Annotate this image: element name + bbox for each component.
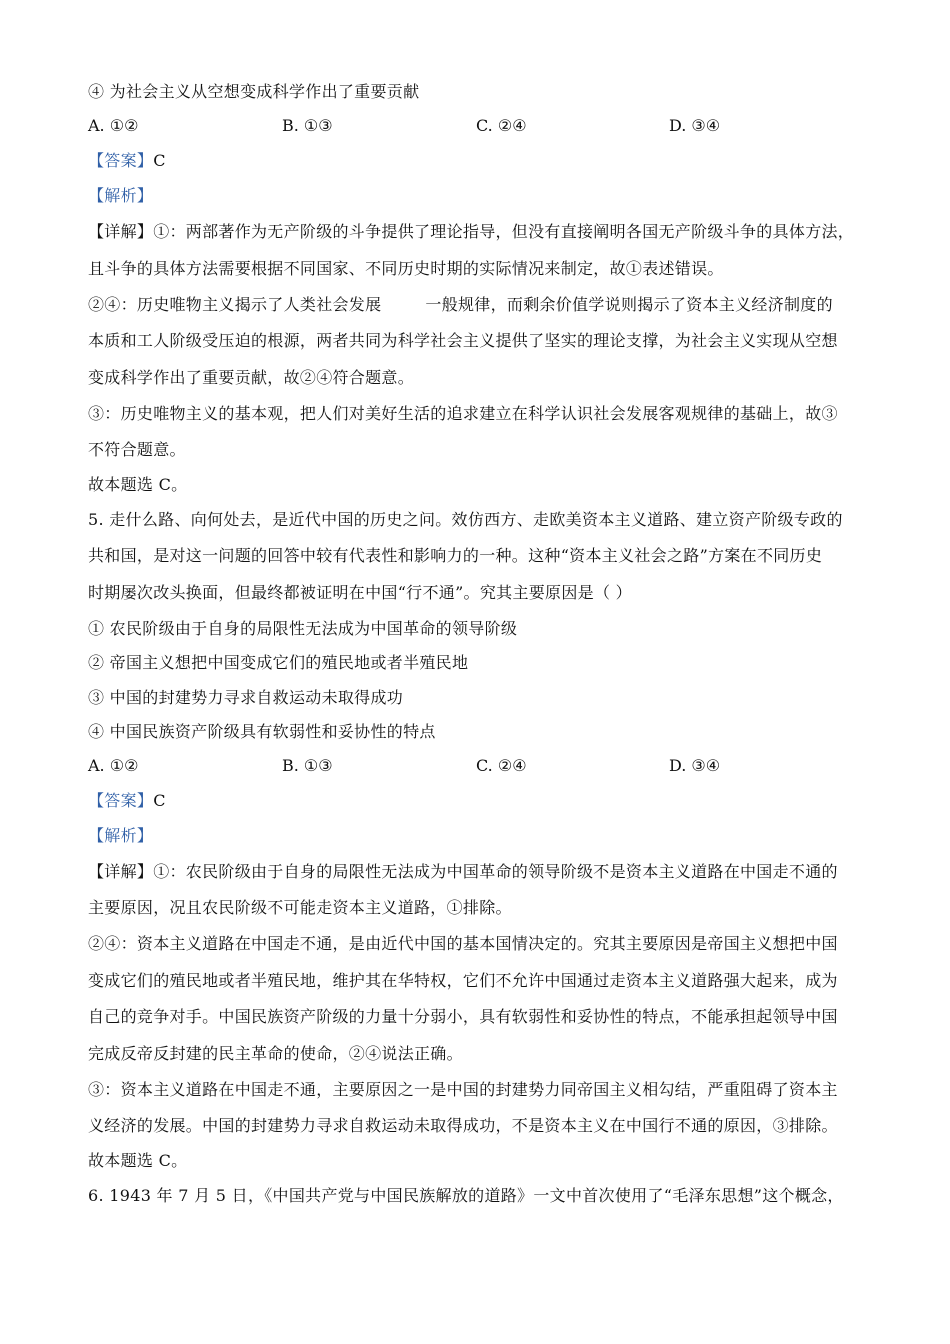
q5-stem-l1: 5. 走什么路、向何处去，是近代中国的历史之问。效仿西方、走欧美资本主义道路、建立资产阶级专政的 bbox=[88, 510, 843, 529]
q5-option-b: B. ①③ bbox=[282, 756, 333, 775]
detail-text: ①：两部著作为无产阶级的斗争提供了理论指导，但没有直接阐明各国无产阶级斗争的具体方法， bbox=[153, 222, 855, 241]
q5-item-4: ④ 中国民族资产阶级具有软弱性和妥协性的特点 bbox=[88, 722, 436, 741]
q6-stem-l1: 6. 1943 年 7 月 5 日，《中国共产党与中国民族解放的道路》一文中首次使用了“毛泽东思想”这个概念， bbox=[88, 1186, 844, 1205]
q5-detail-p3-l1: ③：资本主义道路在中国走不通，主要原因之一是中国的封建势力同帝国主义相勾结，严重阻碍了资本主 bbox=[88, 1080, 838, 1099]
q4-option-b: B. ①③ bbox=[282, 116, 333, 135]
q5-stem-l3: 时期屡次改头换面，但最终都被证明在中国“行不通”。究其主要原因是（ ） bbox=[88, 583, 632, 602]
q4-option-d: D. ③④ bbox=[669, 116, 721, 135]
q4-option-a: A. ①② bbox=[88, 116, 139, 135]
q5-detail-p2-l4: 完成反帝反封建的民主革命的使命，②④说法正确。 bbox=[88, 1044, 463, 1063]
q5-item-3: ③ 中国的封建势力寻求自救运动未取得成功 bbox=[88, 688, 404, 707]
detail-text: ①：农民阶级由于自身的局限性无法成为中国革命的领导阶级不是资本主义道路在中国走不通的 bbox=[153, 862, 838, 881]
q4-detail-p1-l2: 且斗争的具体方法需要根据不同国家、不同历史时期的实际情况来制定，故①表述错误。 bbox=[88, 259, 724, 278]
q5-option-c: C. ②④ bbox=[476, 756, 527, 775]
q4-detail-p3-l1: ③：历史唯物主义的基本观，把人们对美好生活的追求建立在科学认识社会发展客观规律的基础上，故③ bbox=[88, 404, 838, 423]
q5-detail-p2-l1: ②④：资本主义道路在中国走不通，是由近代中国的基本国情决定的。究其主要原因是帝国主义想把中国 bbox=[88, 934, 838, 953]
q5-option-a: A. ①② bbox=[88, 756, 139, 775]
q5-answer bbox=[88, 791, 166, 811]
q4-answer bbox=[88, 151, 166, 171]
q5-detail-p2-l3: 自己的竞争对手。中国民族资产阶级的力量十分弱小，具有软弱性和妥协性的特点，不能承担起领导中国 bbox=[88, 1007, 838, 1026]
answer-value: C bbox=[153, 151, 166, 170]
q5-detail-p3-l2: 义经济的发展。中国的封建势力寻求自救运动未取得成功，不是资本主义在中国行不通的原因，③排除。 bbox=[88, 1116, 838, 1135]
detail-label: 【详解】 bbox=[88, 862, 154, 881]
q5-detail-p1-l1 bbox=[88, 862, 838, 882]
q4-detail-p2-l2: 本质和工人阶级受压迫的根源，两者共同为科学社会主义提供了坚实的理论支撑，为社会主义实现从空想 bbox=[88, 331, 838, 350]
answer-label: 【答案】 bbox=[88, 791, 154, 810]
q4-analysis-label: 【解析】 bbox=[88, 186, 154, 205]
q5-stem-l2: 共和国，是对这一问题的回答中较有代表性和影响力的一种。这种“资本主义社会之路”方案在不同历史 bbox=[88, 546, 823, 565]
q4-conclusion: 故本题选 C。 bbox=[88, 475, 188, 494]
q4-item-4: ④ 为社会主义从空想变成科学作出了重要贡献 bbox=[88, 82, 420, 101]
q5-conclusion: 故本题选 C。 bbox=[88, 1151, 188, 1170]
detail-text: ②④：历史唯物主义揭示了人类社会发展 bbox=[88, 295, 382, 314]
q4-detail-p1-l1 bbox=[88, 222, 854, 242]
detail-text: 一般规律，而剩余价值学说则揭示了资本主义经济制度的 bbox=[425, 295, 833, 314]
q4-detail-p2-l1 bbox=[88, 295, 833, 315]
answer-label: 【答案】 bbox=[88, 151, 154, 170]
q4-detail-p3-l2: 不符合题意。 bbox=[88, 440, 186, 459]
q4-option-c: C. ②④ bbox=[476, 116, 527, 135]
q4-detail-p2-l3: 变成科学作出了重要贡献，故②④符合题意。 bbox=[88, 368, 415, 387]
answer-value: C bbox=[153, 791, 166, 810]
q5-item-2: ② 帝国主义想把中国变成它们的殖民地或者半殖民地 bbox=[88, 653, 469, 672]
detail-label: 【详解】 bbox=[88, 222, 154, 241]
q5-analysis-label: 【解析】 bbox=[88, 826, 154, 845]
q5-item-1: ① 农民阶级由于自身的局限性无法成为中国革命的领导阶级 bbox=[88, 619, 518, 638]
q5-detail-p1-l2: 主要原因，况且农民阶级不可能走资本主义道路，①排除。 bbox=[88, 898, 512, 917]
q5-option-d: D. ③④ bbox=[669, 756, 721, 775]
q5-detail-p2-l2: 变成它们的殖民地或者半殖民地，维护其在华特权，它们不允许中国通过走资本主义道路强大起来，成为 bbox=[88, 971, 838, 990]
